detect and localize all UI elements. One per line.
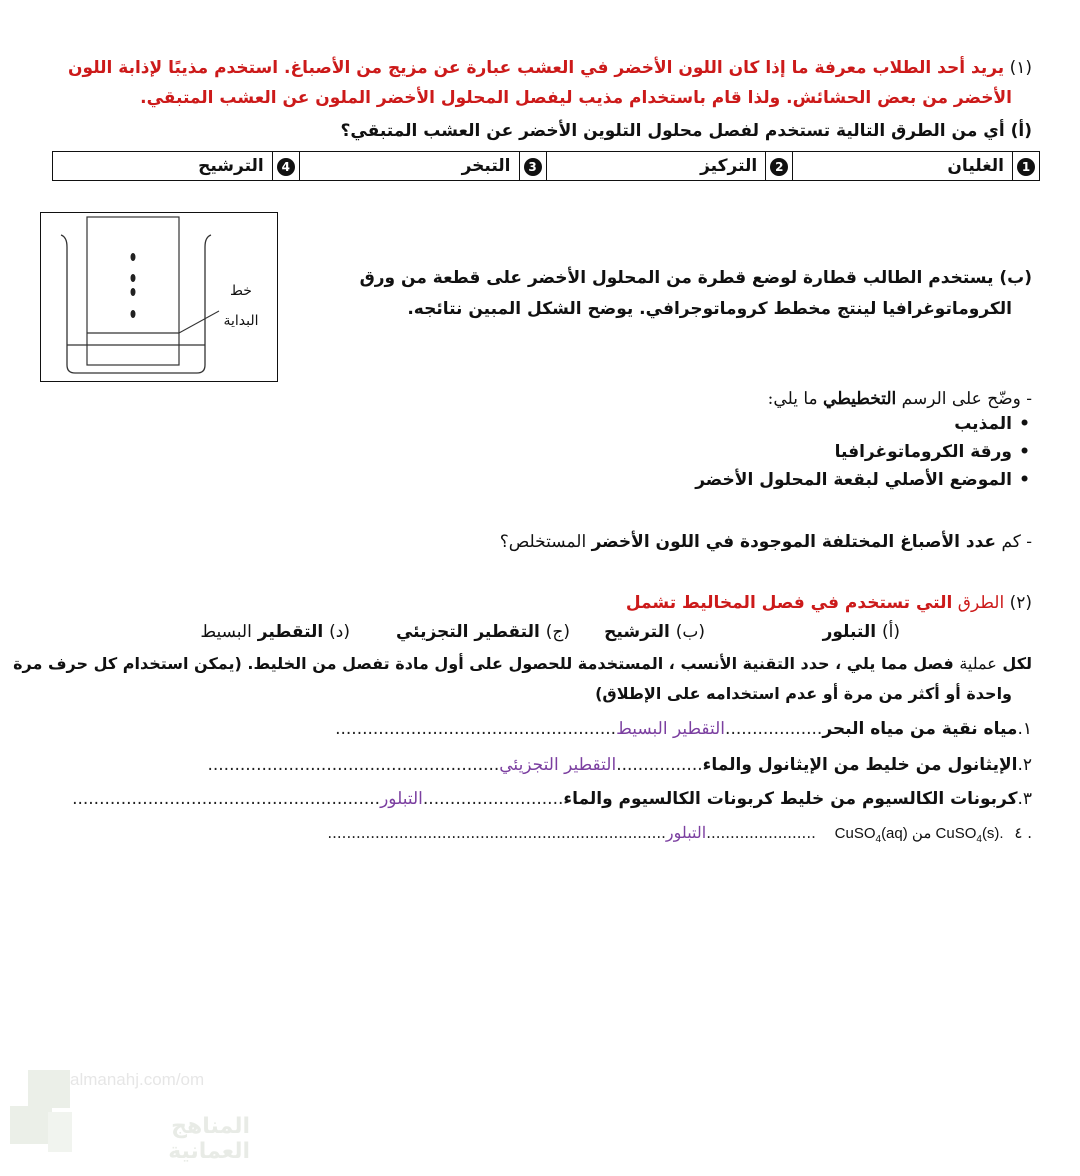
count-bold: عدد الأصباغ المختلفة الموجودة في اللون الأخضر: [591, 532, 997, 552]
option-3-number: 3: [519, 152, 546, 181]
q2-choice-c: (ج) التقطير التجزيئي: [395, 622, 570, 642]
q1-part-b-line2: الكروماتوغرافيا لينتج مخطط كروماتوجرافي. يوضح الشكل المبين نتائجه.: [407, 299, 1012, 319]
q2-title-plain: الطرق: [957, 593, 1005, 613]
q1-bullet-list: [695, 410, 1030, 494]
label-pointer: [179, 311, 219, 333]
option-2-label[interactable]: التركيز: [546, 152, 766, 181]
q1-number: (١): [1009, 58, 1032, 78]
q1-part-b-line1: (ب) يستخدم الطالب قطارة لوضع قطرة من المحلول الأخضر على قطعة من ورق: [359, 268, 1032, 288]
q2-instructions-line2: واحدة أو أكثر من مرة أو عدم استخدامه على الإطلاق): [595, 684, 1012, 703]
option-2-number: 2: [766, 152, 793, 181]
answer-4[interactable]: التبلور: [665, 823, 707, 842]
label-line2: البداية: [223, 313, 259, 329]
chromatography-diagram: [41, 213, 277, 381]
q2-choice-a: (أ) التبلور: [822, 622, 900, 642]
q2-choice-b: (ب) الترشيح: [604, 622, 705, 642]
q1-explain: [768, 386, 1032, 412]
explain-prefix: - وضّح على الرسم: [901, 389, 1032, 409]
option-4-label[interactable]: الترشيح: [53, 152, 273, 181]
pigment-spot-3: [131, 288, 136, 296]
bullet-item: • ورقة الكروماتوغرافيا: [695, 438, 1030, 466]
count-prefix: - كم: [1001, 532, 1032, 552]
q2-item-3: ٣.كربونات الكالسيوم من خليط كربونات الكالسيوم والماء..........................التبلور.........................................................: [72, 789, 1032, 809]
q2-instructions-line1: لكل عملية فصل مما يلي ، حدد التقنية الأنسب ، المستخدمة للحصول على أول مادة تفصل من الخليط. (يمكن استخدام كل حرف مرة: [13, 654, 1032, 673]
pigment-spot-1: [131, 253, 136, 261]
q1-count-question: [500, 529, 1032, 555]
q2-number: (٢): [1009, 593, 1032, 613]
beaker-outline: [61, 235, 211, 373]
q1-intro-line1: [68, 55, 1032, 81]
watermark-site-name: المناهج العمانية: [168, 1114, 250, 1164]
site-watermark: [10, 1062, 250, 1162]
pigment-spot-4: [131, 310, 136, 318]
answer-1[interactable]: التقطير البسيط: [616, 719, 726, 739]
q2-item-2: ٢.الإيثانول من خليط من الإيثانول والماء................التقطير التجزيئي......................................................: [207, 755, 1032, 775]
pigment-spot-2: [131, 274, 136, 282]
answer-3[interactable]: التبلور: [380, 789, 423, 809]
q1-intro-text1: يريد أحد الطلاب معرفة ما إذا كان اللون الأخضر في العشب عبارة عن مزيج من الأصباغ. استخدم مذيبًا لإذابة اللون: [68, 58, 1005, 78]
bullet-item: • الموضع الأصلي لبقعة المحلول الأخضر: [695, 466, 1030, 494]
chromatography-figure: [40, 212, 278, 382]
label-line1: خط: [230, 283, 252, 299]
q1-part-a: (أ) أي من الطرق التالية تستخدم لفصل محلول التلوين الأخضر عن العشب المتبقي؟: [340, 121, 1032, 141]
option-1-number: 1: [1013, 152, 1040, 181]
q2-title-red: التي تستخدم في فصل المخاليط تشمل: [625, 593, 953, 613]
watermark-url: almanahj.com/om: [70, 1070, 205, 1089]
q2-title: [626, 590, 1032, 616]
explain-bold: التخطيطي: [823, 389, 897, 409]
q1-options-table: [52, 151, 1040, 181]
count-suffix: المستخلص؟: [499, 532, 587, 552]
q2-item-1: ١.مياه نقية من مياه البحر..................التقطير البسيط....................................................: [335, 719, 1032, 739]
answer-2[interactable]: التقطير التجزيئي: [499, 755, 617, 775]
explain-suffix: ما يلي:: [767, 389, 818, 409]
option-1-label[interactable]: الغليان: [793, 152, 1013, 181]
bullet-item: • المذيب: [695, 410, 1030, 438]
q1-intro-line2: الأخضر من بعض الحشائش. ولذا قام باستخدام مذيب ليفصل المحلول الأخضر الملون عن العشب المتبقي.: [140, 88, 1012, 108]
q2-choice-d: (د) التقطير البسيط: [200, 622, 350, 642]
option-3-label[interactable]: التبخر: [299, 152, 519, 181]
option-4-number: 4: [272, 152, 299, 181]
item-4-formula: CuSO$_4$(aq) من CuSO$_4$(s).: [834, 825, 1004, 845]
q2-item-4: . ٤ CuSO$_4$(aq) من CuSO$_4$(s). .......................التبلور.......................................................................: [327, 823, 1032, 845]
